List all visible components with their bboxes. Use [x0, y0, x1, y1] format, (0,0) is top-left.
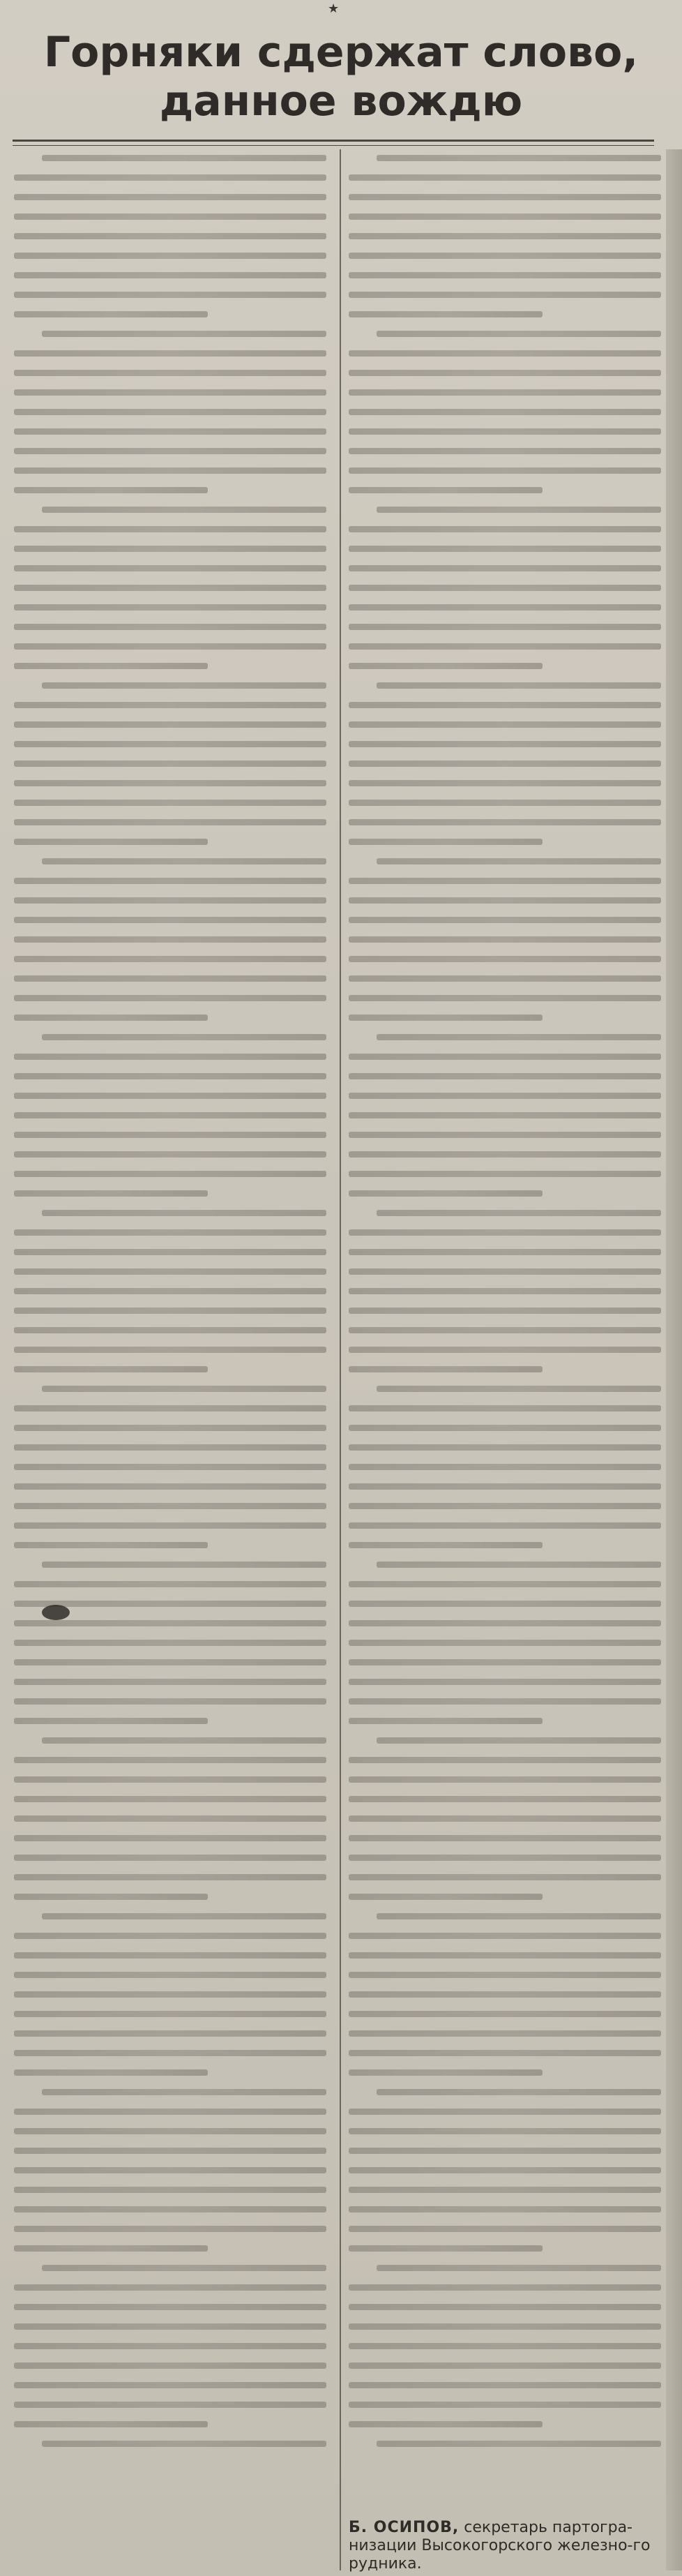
body-text-line — [14, 214, 326, 220]
body-text-line — [349, 780, 661, 786]
article-headline — [0, 28, 682, 126]
body-text-line — [349, 409, 661, 415]
body-text-line — [349, 1776, 661, 1783]
body-text-line — [349, 1894, 543, 1900]
body-text-line — [349, 1444, 661, 1451]
body-text-line — [349, 1933, 661, 1939]
body-text-line — [14, 428, 326, 435]
body-text-line — [349, 604, 661, 611]
body-text-line — [349, 1698, 661, 1705]
body-text-line — [377, 1913, 661, 1919]
body-text-line — [14, 1347, 326, 1353]
body-text-line — [349, 1014, 543, 1021]
star-icon: ★ — [328, 1, 340, 16]
body-text-line — [349, 389, 661, 396]
ink-smudge — [42, 1605, 70, 1620]
body-text-line — [14, 1444, 326, 1451]
body-text-line — [349, 233, 661, 239]
body-text-line — [14, 1288, 326, 1294]
body-text-line — [377, 2265, 661, 2271]
body-text-line — [14, 1483, 326, 1490]
body-text-line — [349, 1308, 661, 1314]
body-text-line — [14, 2245, 208, 2252]
body-text-line — [14, 1464, 326, 1470]
body-text-line — [349, 741, 661, 747]
body-text-line — [14, 1776, 326, 1783]
body-text-line — [14, 780, 326, 786]
body-text-line — [349, 2069, 543, 2076]
body-text-line — [14, 1171, 326, 1177]
body-text-line — [42, 155, 326, 161]
body-text-line — [377, 1386, 661, 1392]
body-text-line — [377, 1737, 661, 1744]
body-text-line — [14, 604, 326, 611]
body-text-line — [14, 2109, 326, 2115]
body-text-line — [14, 2069, 208, 2076]
body-text-line — [349, 1112, 661, 1118]
body-text-line — [14, 1581, 326, 1587]
body-text-line — [349, 2382, 661, 2388]
body-text-line — [42, 2089, 326, 2095]
body-text-line — [349, 292, 661, 298]
body-text-line — [14, 702, 326, 708]
body-text-line — [42, 331, 326, 337]
body-text-line — [14, 917, 326, 923]
body-text-line — [377, 858, 661, 864]
body-text-line — [14, 253, 326, 259]
body-text-line — [349, 1991, 661, 1998]
body-text-line — [14, 721, 326, 728]
article-column-left — [14, 155, 326, 2506]
body-text-line — [349, 1190, 543, 1197]
body-text-line — [14, 1640, 326, 1646]
article-signature — [349, 2519, 662, 2573]
body-text-line — [377, 155, 661, 161]
body-text-line — [14, 1972, 326, 1978]
body-text-line — [349, 917, 661, 923]
body-text-line — [377, 331, 661, 337]
body-text-line — [349, 1718, 543, 1724]
body-text-line — [349, 1620, 661, 1626]
body-text-line — [349, 1249, 661, 1255]
body-text-line — [14, 585, 326, 591]
body-text-line — [14, 1308, 326, 1314]
body-text-line — [14, 389, 326, 396]
body-text-line — [349, 897, 661, 904]
body-text-line — [349, 1132, 661, 1138]
body-text-line — [349, 2226, 661, 2232]
body-text-line — [14, 1132, 326, 1138]
body-text-line — [14, 526, 326, 532]
body-text-line — [14, 1894, 208, 1900]
body-text-line — [14, 1366, 208, 1372]
body-text-line — [349, 1151, 661, 1158]
body-text-line — [349, 487, 543, 493]
body-text-line — [14, 1679, 326, 1685]
body-text-line — [14, 311, 208, 317]
body-text-line — [349, 1347, 661, 1353]
body-text-line — [349, 1815, 661, 1822]
body-text-line — [349, 1327, 661, 1333]
body-text-line — [42, 1913, 326, 1919]
body-text-line — [349, 1874, 661, 1880]
body-text-line — [349, 2030, 661, 2037]
body-text-line — [14, 2206, 326, 2212]
body-text-line — [349, 350, 661, 357]
body-text-line — [14, 272, 326, 278]
body-text-line — [14, 1620, 326, 1626]
headline-rule-thin — [13, 145, 654, 146]
body-text-line — [349, 546, 661, 552]
body-text-line — [14, 1073, 326, 1079]
body-text-line — [349, 2011, 661, 2017]
body-text-line — [349, 1503, 661, 1509]
body-text-line — [14, 2362, 326, 2369]
body-text-line — [42, 1034, 326, 1040]
body-text-line — [349, 2050, 661, 2056]
headline-line-1: Горняки сдержат слово, — [43, 28, 639, 77]
body-text-line — [14, 2226, 326, 2232]
body-text-line — [349, 878, 661, 884]
body-text-line — [14, 2284, 326, 2291]
body-text-line — [14, 1874, 326, 1880]
body-text-line — [14, 2011, 326, 2017]
body-text-line — [377, 2441, 661, 2447]
body-text-line — [14, 233, 326, 239]
body-text-line — [349, 214, 661, 220]
body-text-line — [14, 1249, 326, 1255]
body-text-line — [349, 2128, 661, 2134]
body-text-line — [14, 2050, 326, 2056]
body-text-line — [349, 565, 661, 571]
body-text-line — [349, 2109, 661, 2115]
body-text-line — [349, 1522, 661, 1529]
body-text-line — [349, 1855, 661, 1861]
body-text-line — [349, 194, 661, 200]
body-text-line — [14, 1014, 208, 1021]
body-text-line — [42, 1562, 326, 1568]
body-text-line — [349, 721, 661, 728]
body-text-line — [349, 2206, 661, 2212]
column-divider — [340, 149, 341, 2570]
body-text-line — [349, 2343, 661, 2349]
body-text-line — [349, 2167, 661, 2173]
body-text-line — [14, 2148, 326, 2154]
body-text-line — [349, 174, 661, 181]
body-text-line — [14, 487, 208, 493]
body-text-line — [42, 858, 326, 864]
body-text-line — [349, 253, 661, 259]
body-text-line — [377, 2089, 661, 2095]
body-text-line — [349, 2402, 661, 2408]
body-text-line — [14, 995, 326, 1001]
body-text-line — [349, 585, 661, 591]
body-text-line — [349, 1483, 661, 1490]
body-text-line — [349, 1288, 661, 1294]
body-text-line — [349, 1093, 661, 1099]
body-text-line — [14, 546, 326, 552]
body-text-line — [14, 1659, 326, 1665]
page-edge — [666, 149, 682, 2570]
body-text-line — [349, 1405, 661, 1411]
body-text-line — [14, 663, 208, 669]
body-text-line — [349, 839, 543, 845]
body-text-line — [349, 1366, 543, 1372]
body-text-line — [14, 1054, 326, 1060]
body-text-line — [14, 2421, 208, 2427]
body-text-line — [377, 682, 661, 689]
body-text-line — [349, 1171, 661, 1177]
body-text-line — [377, 1562, 661, 1568]
body-text-line — [14, 1952, 326, 1959]
body-text-line — [349, 1659, 661, 1665]
body-text-line — [14, 2167, 326, 2173]
body-text-line — [14, 1933, 326, 1939]
body-text-line — [349, 2148, 661, 2154]
body-text-line — [14, 1718, 208, 1724]
body-text-line — [349, 1640, 661, 1646]
body-text-line — [14, 975, 326, 982]
body-text-line — [349, 1972, 661, 1978]
body-text-line — [14, 741, 326, 747]
body-text-line — [14, 1815, 326, 1822]
body-text-line — [349, 1796, 661, 1802]
body-text-line — [14, 1190, 208, 1197]
body-text-line — [377, 1034, 661, 1040]
body-text-line — [349, 702, 661, 708]
body-text-line — [349, 1268, 661, 1275]
author-role: секретарь партогра-низации Высокогорского железно-го рудника. — [349, 2519, 651, 2573]
body-text-line — [349, 272, 661, 278]
body-text-line — [349, 428, 661, 435]
body-text-line — [349, 1542, 543, 1548]
body-text-line — [14, 1503, 326, 1509]
article-column-right — [349, 155, 661, 2506]
body-text-line — [42, 2265, 326, 2271]
body-text-line — [349, 1054, 661, 1060]
body-text-line — [14, 174, 326, 181]
body-text-line — [349, 975, 661, 982]
body-text-line — [349, 311, 543, 317]
body-text-line — [349, 467, 661, 474]
headline-line-2: данное вождю — [159, 77, 523, 126]
body-text-line — [349, 761, 661, 767]
body-text-line — [14, 936, 326, 943]
body-text-line — [14, 1835, 326, 1841]
body-text-line — [14, 819, 326, 825]
author-name: Б. ОСИПОВ, — [349, 2519, 460, 2536]
body-text-line — [14, 467, 326, 474]
body-text-line — [349, 1757, 661, 1763]
body-text-line — [349, 643, 661, 650]
headline-rule — [13, 140, 654, 142]
body-text-line — [377, 1210, 661, 1216]
body-text-line — [14, 1855, 326, 1861]
body-text-line — [14, 565, 326, 571]
body-text-line — [349, 1679, 661, 1685]
body-text-line — [349, 2421, 543, 2427]
body-text-line — [349, 1952, 661, 1959]
body-text-line — [377, 507, 661, 513]
body-text-line — [349, 624, 661, 630]
body-text-line — [14, 1151, 326, 1158]
body-text-line — [14, 1268, 326, 1275]
body-text-line — [14, 448, 326, 454]
body-text-line — [14, 350, 326, 357]
body-text-line — [14, 2382, 326, 2388]
body-text-line — [14, 839, 208, 845]
body-text-line — [14, 1112, 326, 1118]
body-text-line — [14, 1698, 326, 1705]
body-text-line — [14, 292, 326, 298]
body-text-line — [349, 2323, 661, 2330]
body-text-line — [349, 448, 661, 454]
body-text-line — [14, 878, 326, 884]
body-text-line — [42, 2441, 326, 2447]
body-text-line — [349, 1073, 661, 1079]
body-text-line — [14, 2343, 326, 2349]
body-text-line — [14, 800, 326, 806]
body-text-line — [349, 819, 661, 825]
body-text-line — [42, 682, 326, 689]
body-text-line — [349, 1229, 661, 1236]
body-text-line — [42, 1386, 326, 1392]
body-text-line — [14, 897, 326, 904]
body-text-line — [14, 370, 326, 376]
body-text-line — [14, 1425, 326, 1431]
body-text-line — [349, 1425, 661, 1431]
body-text-line — [14, 761, 326, 767]
body-text-line — [14, 2304, 326, 2310]
body-text-line — [349, 2187, 661, 2193]
body-text-line — [14, 2402, 326, 2408]
body-text-line — [349, 2304, 661, 2310]
body-text-line — [349, 663, 543, 669]
body-text-line — [349, 1464, 661, 1470]
body-text-line — [349, 1601, 661, 1607]
body-text-line — [14, 1796, 326, 1802]
body-text-line — [349, 2245, 543, 2252]
body-text-line — [14, 624, 326, 630]
body-text-line — [14, 1327, 326, 1333]
body-text-line — [42, 1210, 326, 1216]
body-text-line — [14, 643, 326, 650]
body-text-line — [14, 409, 326, 415]
body-text-line — [349, 526, 661, 532]
body-text-line — [14, 1991, 326, 1998]
body-text-line — [349, 956, 661, 962]
body-text-line — [349, 2284, 661, 2291]
body-text-line — [349, 1581, 661, 1587]
body-text-line — [42, 1737, 326, 1744]
body-text-line — [349, 995, 661, 1001]
body-text-line — [42, 507, 326, 513]
body-text-line — [349, 370, 661, 376]
body-text-line — [349, 2362, 661, 2369]
body-text-line — [14, 1522, 326, 1529]
body-text-line — [14, 1542, 208, 1548]
body-text-line — [14, 2187, 326, 2193]
body-text-line — [14, 2323, 326, 2330]
body-text-line — [14, 2030, 326, 2037]
body-text-line — [14, 1405, 326, 1411]
body-text-line — [14, 2128, 326, 2134]
body-text-line — [349, 936, 661, 943]
body-text-line — [14, 1229, 326, 1236]
body-text-line — [349, 800, 661, 806]
body-text-line — [14, 1757, 326, 1763]
body-text-line — [14, 1093, 326, 1099]
body-text-line — [349, 1835, 661, 1841]
body-text-line — [14, 194, 326, 200]
body-text-line — [14, 956, 326, 962]
